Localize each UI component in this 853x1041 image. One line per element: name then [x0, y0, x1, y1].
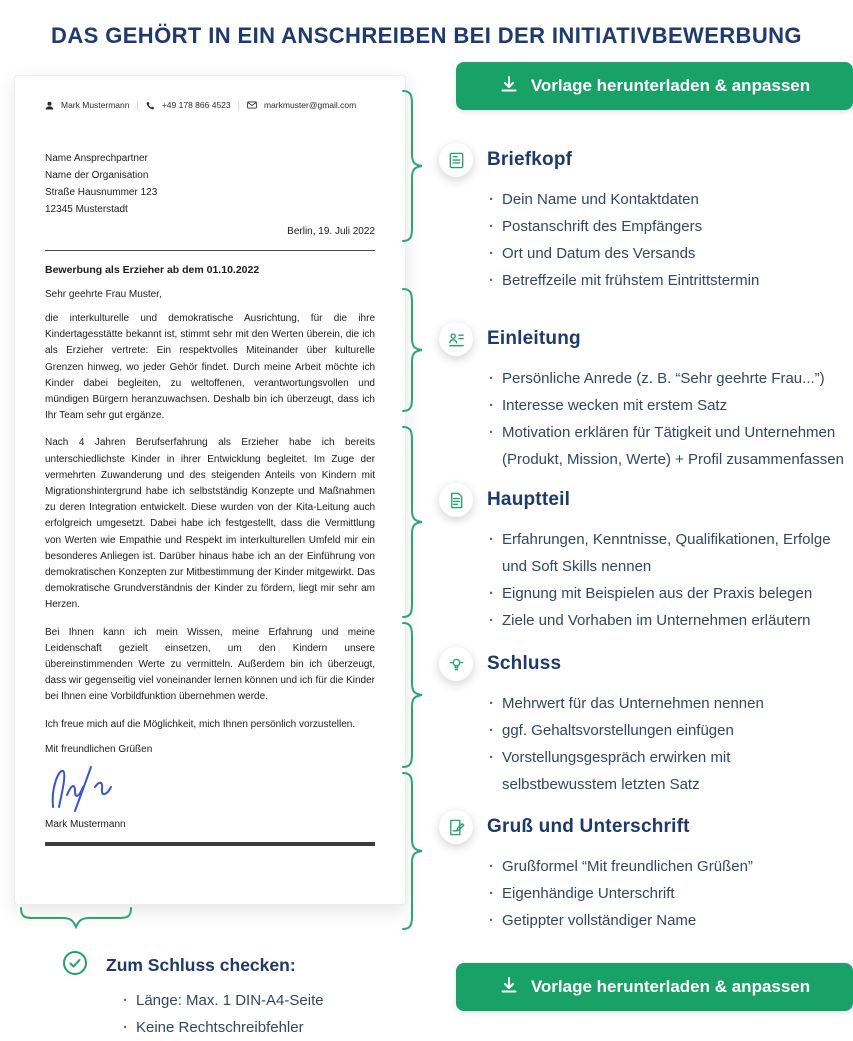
download-button-label: Vorlage herunterladen & anpassen — [530, 977, 811, 996]
section-title: Hauptteil — [487, 489, 571, 510]
section-title: Gruß und Unterschrift — [487, 816, 690, 837]
recipient-line: Name der Organisation — [45, 170, 149, 181]
list-item: · Keine Rechtschreibfehler — [122, 1014, 402, 1041]
list-item: · Interesse wecken mit erstem Satz — [487, 392, 845, 419]
list-item: · Betreffzeile mit frühstem Eintrittstermin — [487, 267, 845, 294]
section-hauptteil — [439, 483, 845, 634]
sample-letter — [14, 75, 406, 905]
lightbulb-icon — [439, 647, 473, 681]
section-title: Einleitung — [487, 328, 581, 349]
letter-date: Berlin, 19. Juli 2022 — [287, 226, 375, 237]
section-brace-einleitung — [401, 288, 425, 412]
profile-text-icon — [439, 322, 473, 356]
letter-paragraph: Bei Ihnen kann ich mein Wissen, meine Erfahrung und meine Leidenschaft gezielt einsetzen, um den Kindern unsere übereinstimmenden Werte zu vermitteln. Außerdem bin ich überzeugt, dass wir gegenseitig viel voneinander lernen können und ich für die Kinder bei Ihnen eine Vorbildfunktion übernehmen werde. — [45, 626, 375, 703]
section-item-list — [487, 690, 845, 798]
section-title: Briefkopf — [487, 149, 573, 170]
section-gruss-unterschrift — [439, 810, 845, 934]
list-item: · Mehrwert für das Unternehmen nennen — [487, 690, 845, 717]
letter-subject: Bewerbung als Erzieher ab dem 01.10.2022 — [45, 264, 260, 276]
page-title: DAS GEHÖRT IN EIN ANSCHREIBEN BEI DER INITIATIVBEWERBUNG — [51, 22, 802, 48]
checklist-brace — [20, 906, 132, 932]
list-item: · Grußformel “Mit freundlichen Grüßen” — [487, 853, 845, 880]
recipient-line: Straße Hausnummer 123 — [45, 187, 158, 198]
letter-paragraph: die interkulturelle und demokratische Ausrichtung, für die ihre Kindertagesstätte bekannt ist, stimmt sehr mit den Werten überein, die ich als Erzieher vertrete: Ein respektvolles Miteinander über kulturelle Grenzen hinweg, wo jeder Gehör findet. Durch meine Arbeit möchte ich Kinder dabei begleiten, zu weltoffenen, verantwortungsvollen und mündigen Bürgern heranzuwachsen. Deshalb bin ich überzeugt, dass ich Ihr Team sehr gut ergänze. — [45, 313, 375, 422]
download-icon — [499, 975, 519, 1000]
section-briefkopf — [439, 143, 845, 294]
section-item-list — [487, 526, 845, 634]
person-icon — [45, 101, 54, 110]
separator: | — [136, 100, 139, 110]
list-item: · Erfahrungen, Kenntnisse, Qualifikationen, Erfolge und Soft Skills nennen — [487, 526, 845, 580]
letter-contact-row — [45, 100, 375, 110]
download-icon — [499, 74, 519, 99]
letter-divider — [45, 250, 375, 251]
list-item: · Ziele und Vorhaben im Unternehmen erläutern — [487, 607, 845, 634]
letter-closing-formula: Mit freundlichen Grüßen — [45, 743, 153, 755]
list-item: · Länge: Max. 1 DIN-A4-Seite — [122, 987, 402, 1014]
section-brace-schluss — [401, 622, 425, 768]
checklist-items — [122, 987, 402, 1041]
download-template-button-bottom[interactable] — [456, 963, 853, 1011]
list-item: · Eigenhändige Unterschrift — [487, 880, 845, 907]
document-icon — [439, 483, 473, 517]
section-einleitung — [439, 322, 845, 473]
list-item: · Ort und Datum des Versands — [487, 240, 845, 267]
checklist-title: Zum Schluss checken: — [106, 955, 296, 975]
letterhead-icon — [439, 143, 473, 177]
separator: | — [237, 100, 240, 110]
list-item: · Motivation erklären für Tätigkeit und Unternehmen (Produkt, Mission, Werte) + Profil zusammenfassen — [487, 419, 845, 473]
signature-pen-icon — [439, 810, 473, 844]
contact-phone: +49 178 866 4523 — [161, 100, 231, 110]
letter-footer-bar — [45, 842, 375, 846]
recipient-block — [45, 150, 375, 218]
list-item: · Dein Name und Kontaktdaten — [487, 186, 845, 213]
list-item: · Vorstellungsgespräch erwirken mit selbstbewusstem letzten Satz — [487, 744, 845, 798]
handwritten-signature — [45, 759, 375, 817]
section-item-list — [487, 365, 845, 473]
list-item: · Eignung mit Beispielen aus der Praxis belegen — [487, 580, 845, 607]
check-circle-icon — [62, 950, 88, 981]
contact-email: markmuster@gmail.com — [263, 100, 357, 110]
signature-name: Mark Mustermann — [45, 818, 126, 830]
final-checklist — [62, 950, 402, 1041]
section-brace-gruss — [401, 772, 425, 930]
recipient-line: Name Ansprechpartner — [45, 153, 148, 164]
list-item: · Postanschrift des Empfängers — [487, 213, 845, 240]
list-item: · Getippter vollständiger Name — [487, 907, 845, 934]
list-item: · Persönliche Anrede (z. B. “Sehr geehrte Frau...”) — [487, 365, 845, 392]
download-template-button[interactable] — [456, 62, 853, 110]
download-button-label: Vorlage herunterladen & anpassen — [530, 76, 811, 95]
section-brace-briefkopf — [401, 90, 425, 242]
phone-icon — [146, 101, 155, 110]
letter-closing-line: Ich freue mich auf die Möglichkeit, mich Ihnen persönlich vorzustellen. — [45, 718, 356, 730]
section-item-list — [487, 853, 845, 934]
letter-greeting: Sehr geehrte Frau Muster, — [45, 289, 162, 300]
section-item-list — [487, 186, 845, 294]
section-schluss — [439, 647, 845, 798]
section-title: Schluss — [487, 653, 562, 674]
contact-name: Mark Mustermann — [61, 100, 130, 110]
section-brace-hauptteil — [401, 426, 425, 618]
recipient-line: 12345 Musterstadt — [45, 204, 128, 215]
list-item: · ggf. Gehaltsvorstellungen einfügen — [487, 717, 845, 744]
letter-paragraph: Nach 4 Jahren Berufserfahrung als Erzieher habe ich bereits unterschiedlichste Kinder in ihrer Entwicklung begleitet. Im Zuge der vermehrten Zuwanderung und des steigenden Anteils von Kindern mit Migrationshintergrund habe ich selbstständig Konzepte und Maßnahmen zu deren Integration entwickelt. Diese wurden von der Kita-Leitung auch erfolgreich umgesetzt. Dabei habe ich festgestellt, dass die Vermittlung von Werten wie Empathie und Respekt im interkulturellen Umfeld mir ein besonderes Anliegen ist. Darüber hinaus habe ich an der Einführung von demokratischen Konzepten zur Mitbestimmung der Kinder mitgewirkt. Das demokratische Grundverständnis der Kinder zu fördern, liegt mir sehr am Herzen. — [45, 437, 375, 611]
mail-icon — [247, 101, 257, 109]
